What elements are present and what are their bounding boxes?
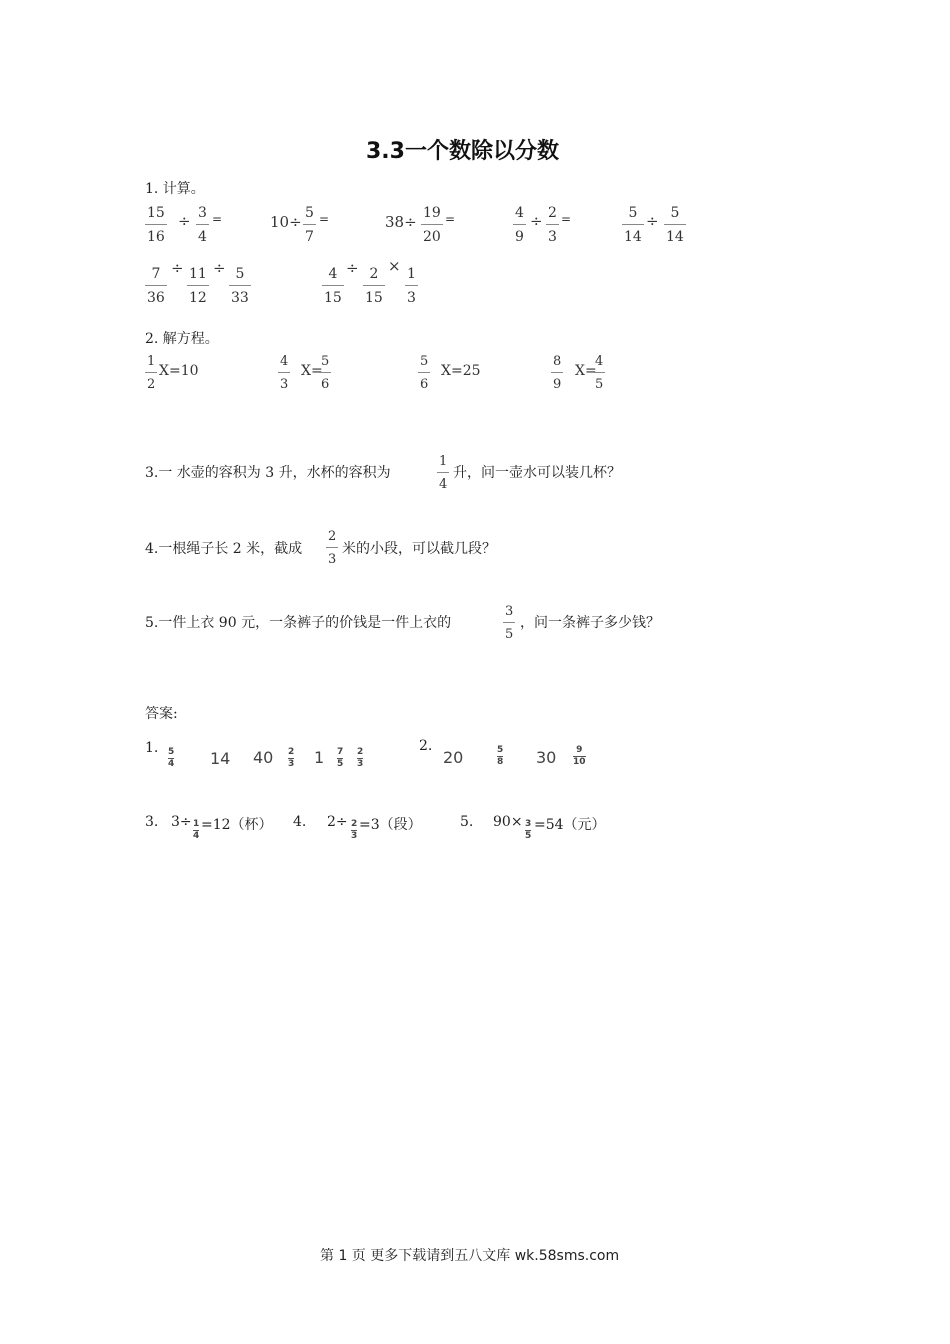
answer-fraction: 5 4 <box>168 747 175 769</box>
divide-sign: ÷ <box>530 212 543 230</box>
fraction: 4 3 <box>280 354 289 392</box>
equation-middle: X= <box>575 363 597 379</box>
question-2-heading: 2. 解方程。 <box>145 331 219 347</box>
answers-heading: 答案: <box>145 706 178 722</box>
equation-middle: X= <box>301 363 323 379</box>
page-title: 3.3一个数除以分数 <box>366 139 559 164</box>
question-3-text-end: 升，问一壶水可以装几杯？ <box>453 465 621 481</box>
answer-value: 30 <box>536 748 557 767</box>
equation-rest: X=10 <box>159 363 199 379</box>
equals-sign: = <box>212 212 223 226</box>
fraction: 4 9 <box>515 205 524 245</box>
answer-value: 40 <box>253 748 274 767</box>
divide-sign: ÷ <box>171 259 184 277</box>
answer-3-result: =12（杯） <box>201 817 273 833</box>
answer-fraction: 2 3 <box>357 747 364 769</box>
answer-4-result: =3（段） <box>359 817 422 833</box>
answer-4-label: 4. <box>293 814 307 830</box>
fraction: 5 7 <box>305 205 314 245</box>
answer-5-result: =54（元） <box>534 817 606 833</box>
page-footer: 第 1 页 更多下载请到五八文库 wk.58sms.com <box>320 1248 620 1264</box>
fraction: 5 33 <box>231 266 249 306</box>
fraction: 5 14 <box>624 205 642 245</box>
fraction: 5 14 <box>666 205 684 245</box>
question-4-text-end: 米的小段，可以截几段？ <box>342 541 496 557</box>
fraction: 3 4 <box>198 205 207 245</box>
answer-3-expression: 3÷ <box>171 814 192 830</box>
answer-fraction: 5 8 <box>497 745 504 767</box>
equals-sign: = <box>445 212 456 226</box>
equation-rest: X=25 <box>441 363 481 379</box>
answer-fraction: 2 3 <box>288 747 295 769</box>
fraction: 2 3 <box>548 205 557 245</box>
question-1-heading: 1. 计算。 <box>145 181 205 197</box>
fraction: 2 15 <box>365 266 383 306</box>
question-3-text: 3.一 水壶的容积为 3 升，水杯的容积为 <box>145 465 391 481</box>
answer-5-expression: 90× <box>493 814 523 830</box>
fraction: 8 9 <box>553 354 562 392</box>
answer-5-label: 5. <box>460 814 474 830</box>
equals-sign: = <box>561 212 572 226</box>
fraction: 1 2 <box>147 354 156 392</box>
divide-sign: ÷ <box>346 259 359 277</box>
answer-fraction: 9 10 <box>573 745 586 767</box>
fraction: 2 3 <box>328 529 337 567</box>
divide-sign: ÷ <box>213 259 226 277</box>
fraction: 3 5 <box>505 604 514 642</box>
fraction: 1 3 <box>407 266 416 306</box>
answer-fraction: 7 5 <box>337 747 344 769</box>
fraction: 15 16 <box>147 205 165 245</box>
answer-fraction: 3 5 <box>525 819 532 841</box>
question-4-text: 4.一根绳子长 2 米，截成 <box>145 541 303 557</box>
integer-divide: 38÷ <box>385 213 417 231</box>
answer-value: 14 <box>210 749 231 768</box>
fraction: 1 4 <box>439 454 448 492</box>
fraction: 7 36 <box>147 266 165 306</box>
answer-value: 1 <box>314 748 325 767</box>
answer-3-label: 3. <box>145 814 159 830</box>
answer-2-label: 2. <box>419 738 433 754</box>
fraction: 11 12 <box>189 266 207 306</box>
question-5-text-end: ，问一条裤子多少钱？ <box>520 615 660 631</box>
multiply-sign: × <box>388 257 401 275</box>
question-5-text: 5.一件上衣 90 元，一条裤子的价钱是一件上衣的 <box>145 615 452 631</box>
answer-4-expression: 2÷ <box>327 814 348 830</box>
answer-1-label: 1. <box>145 740 159 756</box>
answer-fraction: 1 4 <box>193 819 200 841</box>
answer-fraction: 2 3 <box>351 819 358 841</box>
divide-sign: ÷ <box>646 212 659 230</box>
answer-value: 20 <box>443 748 464 767</box>
equals-sign: = <box>319 212 330 226</box>
fraction: 4 15 <box>324 266 342 306</box>
divide-sign: ÷ <box>178 212 191 230</box>
fraction: 5 6 <box>321 354 330 392</box>
fraction: 4 5 <box>595 354 604 392</box>
fraction: 19 20 <box>423 205 441 245</box>
integer-divide: 10÷ <box>270 213 302 231</box>
fraction: 5 6 <box>420 354 429 392</box>
